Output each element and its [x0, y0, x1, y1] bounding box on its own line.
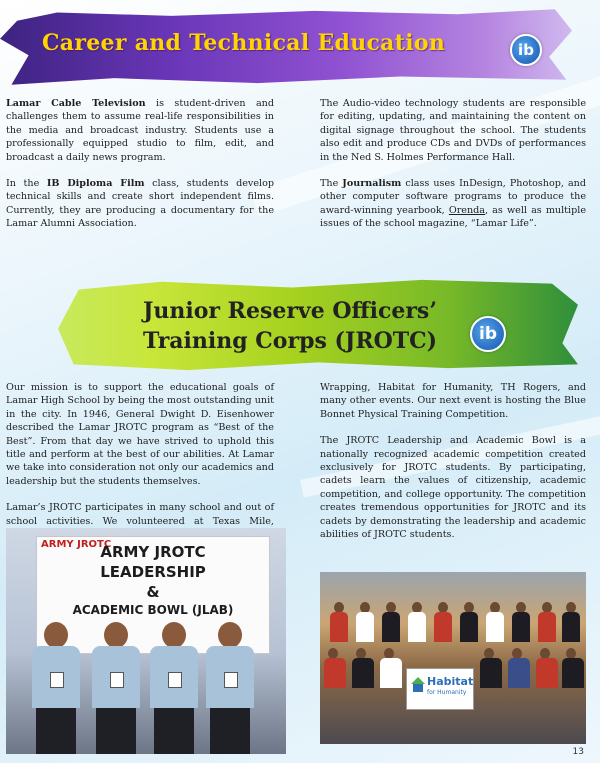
person-figure — [536, 648, 558, 688]
person-figure — [508, 648, 530, 688]
page-number: 13 — [572, 747, 584, 757]
paragraph-journalism: The Journalism class uses InDesign, Photoshop, and other computer software programs to produce the award-winning yearbook, Orenda, as well as multiple issues of the school magazine, “Lamar Life”. — [320, 178, 587, 230]
habitat-sign — [406, 668, 474, 710]
ib-logo-icon: ib — [510, 34, 542, 66]
paragraph-jlab: The JROTC Leadership and Academic Bowl is a nationally recognized academic competition created exclusively for JROTC students. By participating, cadets learn the values of citizenship, academic competition, and college opportunity. The competition creates tremendous opportunities for JROTC and its cadets by demonstrating the leadership and academic abilities of JROTC students. — [320, 435, 586, 541]
person-figure — [324, 648, 346, 688]
person-figure — [538, 602, 556, 642]
paragraph-audio-video: The Audio-video technology students are responsible for editing, updating, and maintaining the content on digital signage throughout the school. The students also edit and produce CDs and DVDs of performances in the Ned S. Holmes Performance Hall. — [320, 98, 586, 163]
house-body-icon — [413, 684, 423, 692]
jlab-line: LEADERSHIP — [100, 563, 206, 581]
paragraph-activities-cont: Wrapping, Habitat for Humanity, TH Rogers, and many other events. Our next event is hosting the Blue Bonnet Physical Training Competition. — [320, 382, 586, 420]
person-figure — [480, 648, 502, 688]
cadet-figure — [32, 622, 80, 754]
career-right-column — [320, 97, 586, 244]
jlab-tag: ARMY JROTC — [41, 539, 112, 550]
person-figure — [408, 602, 426, 642]
jlab-line: ACADEMIC BOWL (JLAB) — [72, 603, 234, 617]
person-figure — [380, 648, 402, 688]
person-figure — [434, 602, 452, 642]
jlab-line: & — [146, 583, 160, 601]
person-figure — [330, 602, 348, 642]
section-title-career: Career and Technical Education — [42, 30, 446, 56]
career-left-column — [6, 97, 274, 244]
house-roof-icon — [411, 677, 425, 684]
paragraph-mission: Our mission is to support the educational goals of Lamar High School by being the most outstanding unit in the city. In 1946, General Dwight D. Eisenhower described the Lamar JROTC program as “Best of the Best”. From that day we have strived to uphold this title and perform at the best of our abilities. At Lamar we take into consideration not only our academics and leadership but the students themselves. — [6, 382, 274, 487]
section-title-jrotc: Junior Reserve Officers’ Training Corps (JROTC) — [142, 298, 438, 354]
cadet-figure — [150, 622, 198, 754]
paragraph-ib-film: In the IB Diploma Film class, students develop technical skills and create short independent films. Currently, they are producing a documentary for the Lamar Alumni Association. — [6, 178, 274, 230]
cadet-figure — [206, 622, 254, 754]
paragraph-cable-tv: Lamar Cable Television is student-driven and challenges them to assume real-life responsibilities in the media and broadcast industry. Students use a professionally equipped studio to film, edit, and broadcast a daily news program. — [6, 98, 274, 163]
ib-logo-icon: ib — [470, 316, 506, 352]
paragraph-activities: Lamar’s JROTC participates in many school and out of school activities. We volunteered at Texas Mile, — [6, 502, 274, 527]
person-figure — [562, 648, 584, 688]
jrotc-right-column — [320, 381, 586, 554]
habitat-sign-subtitle: for Humanity — [427, 689, 467, 696]
photo-habitat-group — [320, 572, 586, 744]
cadet-figure — [92, 622, 140, 754]
person-figure — [562, 602, 580, 642]
photo-jlab-cadets — [6, 528, 286, 754]
person-figure — [356, 602, 374, 642]
person-figure — [486, 602, 504, 642]
crowd-back-row — [320, 602, 586, 642]
person-figure — [382, 602, 400, 642]
jlab-line: ARMY JROTC — [100, 543, 206, 561]
person-figure — [352, 648, 374, 688]
habitat-sign-title: Habitat — [427, 675, 474, 688]
person-figure — [460, 602, 478, 642]
person-figure — [512, 602, 530, 642]
